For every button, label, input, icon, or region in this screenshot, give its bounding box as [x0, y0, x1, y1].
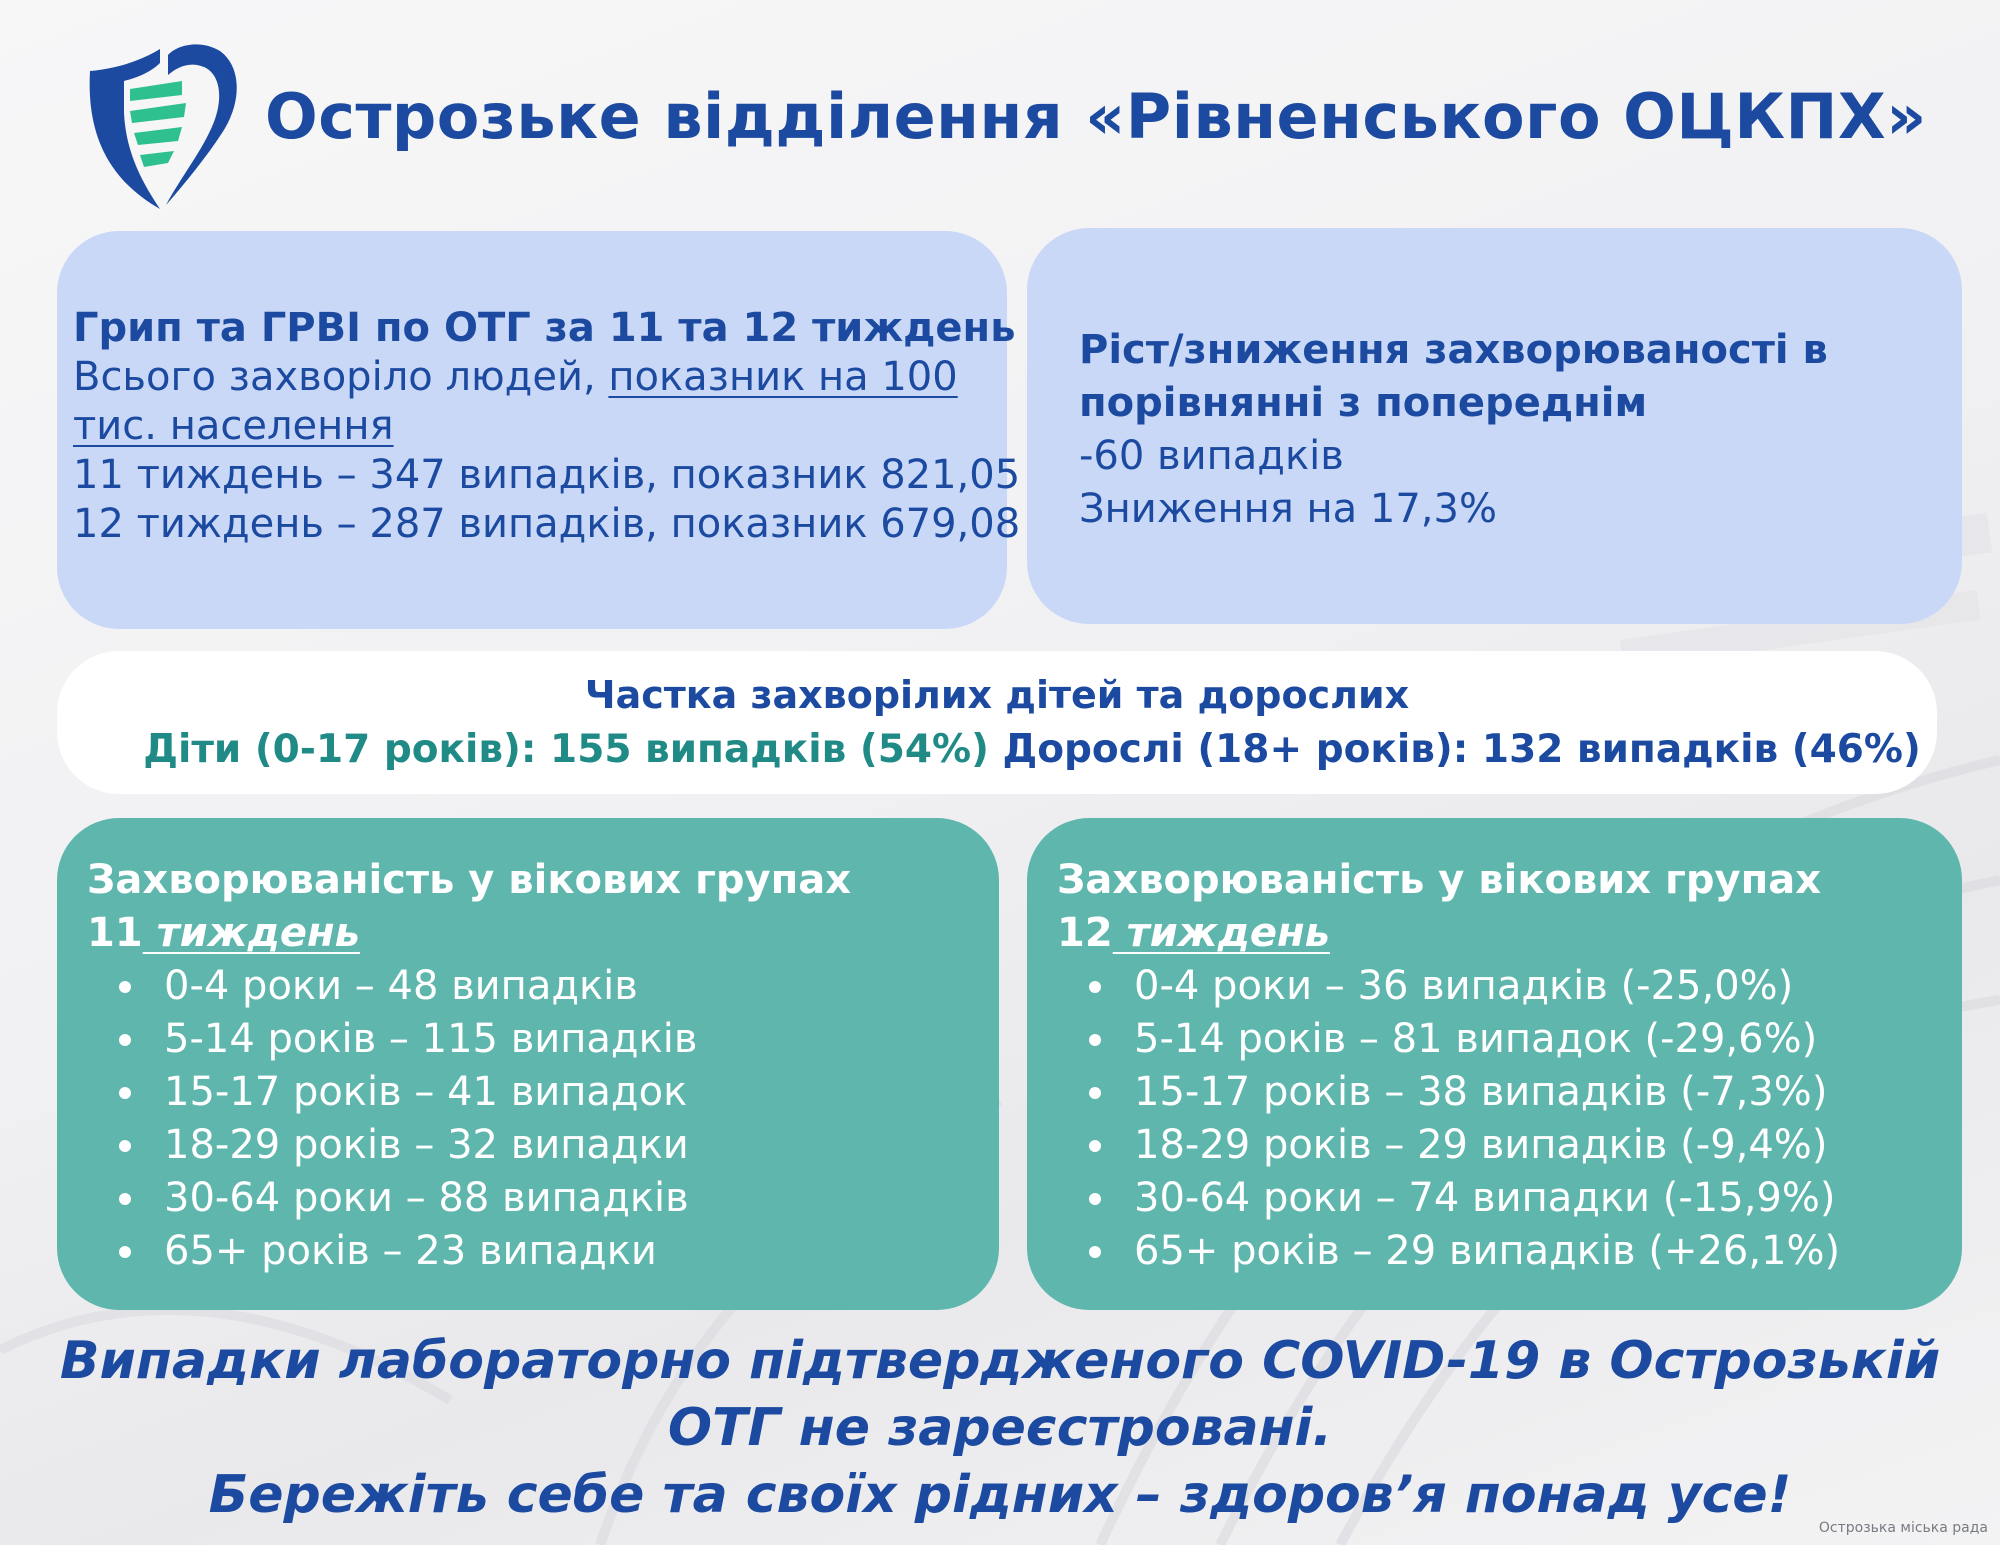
flu-subtitle-link-2: тис. населення [73, 403, 394, 449]
week11-list [87, 960, 999, 1278]
list-item-text: 5-14 років – 81 випадок (-29,6%) [1134, 1016, 1818, 1062]
flu-subtitle [73, 353, 1007, 402]
footer-message [0, 1328, 2000, 1529]
list-item-text: 30-64 роки – 74 випадки (-15,9%) [1134, 1175, 1836, 1221]
bullet-icon [119, 1193, 131, 1205]
credit-watermark: Острозька міська рада [1818, 1520, 1988, 1536]
list-item-text: 30-64 роки – 88 випадків [164, 1175, 689, 1221]
footer-line1: Випадки лабораторно підтвердженого COVID-19 в Острозькій [59, 1331, 1941, 1391]
week11-heading: Захворюваність у вікових групах [87, 857, 852, 903]
list-item [119, 1066, 999, 1119]
list-item-text: 65+ років – 23 випадки [164, 1228, 657, 1274]
bullet-icon [1089, 1140, 1101, 1152]
week12-age-groups-card [1027, 818, 1962, 1310]
week12-list [1057, 960, 1962, 1278]
change-heading-line1: Ріст/зниження захворюваності в [1079, 327, 1828, 373]
change-heading-line2: порівнянні з попереднім [1079, 380, 1648, 426]
week12-number: 12 [1057, 910, 1113, 956]
bullet-icon [119, 1140, 131, 1152]
bullet-icon [119, 1034, 131, 1046]
change-percent: Зниження на 17,3% [1079, 486, 1497, 532]
list-item [119, 1172, 999, 1225]
week11-number: 11 [87, 910, 143, 956]
list-item [1089, 1172, 1962, 1225]
list-item-text: 18-29 років – 29 випадків (-9,4%) [1134, 1122, 1828, 1168]
week11-age-groups-card [57, 818, 999, 1310]
list-item [119, 1013, 999, 1066]
share-card [57, 651, 1937, 794]
flu-subtitle-line2 [73, 402, 1007, 451]
list-item-text: 65+ років – 29 випадків (+26,1%) [1134, 1228, 1841, 1274]
shield-heart-logo-icon [82, 41, 242, 216]
bullet-icon [119, 1246, 131, 1258]
bullet-icon [119, 981, 131, 993]
bullet-icon [1089, 1246, 1101, 1258]
bullet-icon [1089, 1193, 1101, 1205]
share-line [127, 720, 1937, 780]
week11-label [87, 907, 999, 960]
list-item [119, 1119, 999, 1172]
header [82, 38, 242, 218]
list-item [119, 960, 999, 1013]
list-item-text: 5-14 років – 115 випадків [164, 1016, 698, 1062]
page-title: Острозьке відділення «Рівненського ОЦКПХ» [265, 80, 1927, 153]
list-item [1089, 960, 1962, 1013]
flu-week11: 11 тиждень – 347 випадків, показник 821,05 [73, 452, 1021, 498]
week12-word: тиждень [1112, 910, 1330, 956]
list-item-text: 0-4 роки – 48 випадків [164, 963, 638, 1009]
list-item-text: 15-17 років – 41 випадок [164, 1069, 688, 1115]
adults-share: Дорослі (18+ років): 132 випадків (46%) [1002, 727, 1921, 772]
bullet-icon [1089, 981, 1101, 993]
list-item-text: 15-17 років – 38 випадків (-7,3%) [1134, 1069, 1828, 1115]
list-item-text: 18-29 років – 32 випадки [164, 1122, 689, 1168]
bullet-icon [119, 1087, 131, 1099]
flu-subtitle-link-1: показник на 100 [608, 354, 958, 400]
footer-line3: Бережіть себе та своїх рідних – здоров’я понад усе! [208, 1465, 1792, 1525]
footer-line2: ОТГ не зареєстровані. [667, 1398, 1333, 1458]
bullet-icon [1089, 1034, 1101, 1046]
share-title: Частка захворілих дітей та дорослих [584, 673, 1410, 717]
change-card [1027, 228, 1962, 624]
flu-heading-text: Грип та ГРВІ по ОТГ за 11 та 12 тиждень [73, 305, 1016, 351]
list-item [119, 1225, 999, 1278]
week12-label [1057, 907, 1962, 960]
list-item-text: 0-4 роки – 36 випадків (-25,0%) [1134, 963, 1794, 1009]
week11-word: тиждень [142, 910, 360, 956]
list-item [1089, 1225, 1962, 1278]
week12-heading: Захворюваність у вікових групах [1057, 857, 1822, 903]
flu-stats-card [57, 231, 1021, 629]
list-item [1089, 1013, 1962, 1066]
flu-heading [73, 304, 1016, 353]
change-delta: -60 випадків [1079, 433, 1344, 479]
flu-week12: 12 тиждень – 287 випадків, показник 679,08 [73, 501, 1021, 547]
bullet-icon [1089, 1087, 1101, 1099]
list-item [1089, 1119, 1962, 1172]
list-item [1089, 1066, 1962, 1119]
flu-subtitle-plain: Всього захворіло людей, [73, 354, 609, 400]
children-share: Діти (0-17 років): 155 випадків (54%) [143, 727, 989, 772]
